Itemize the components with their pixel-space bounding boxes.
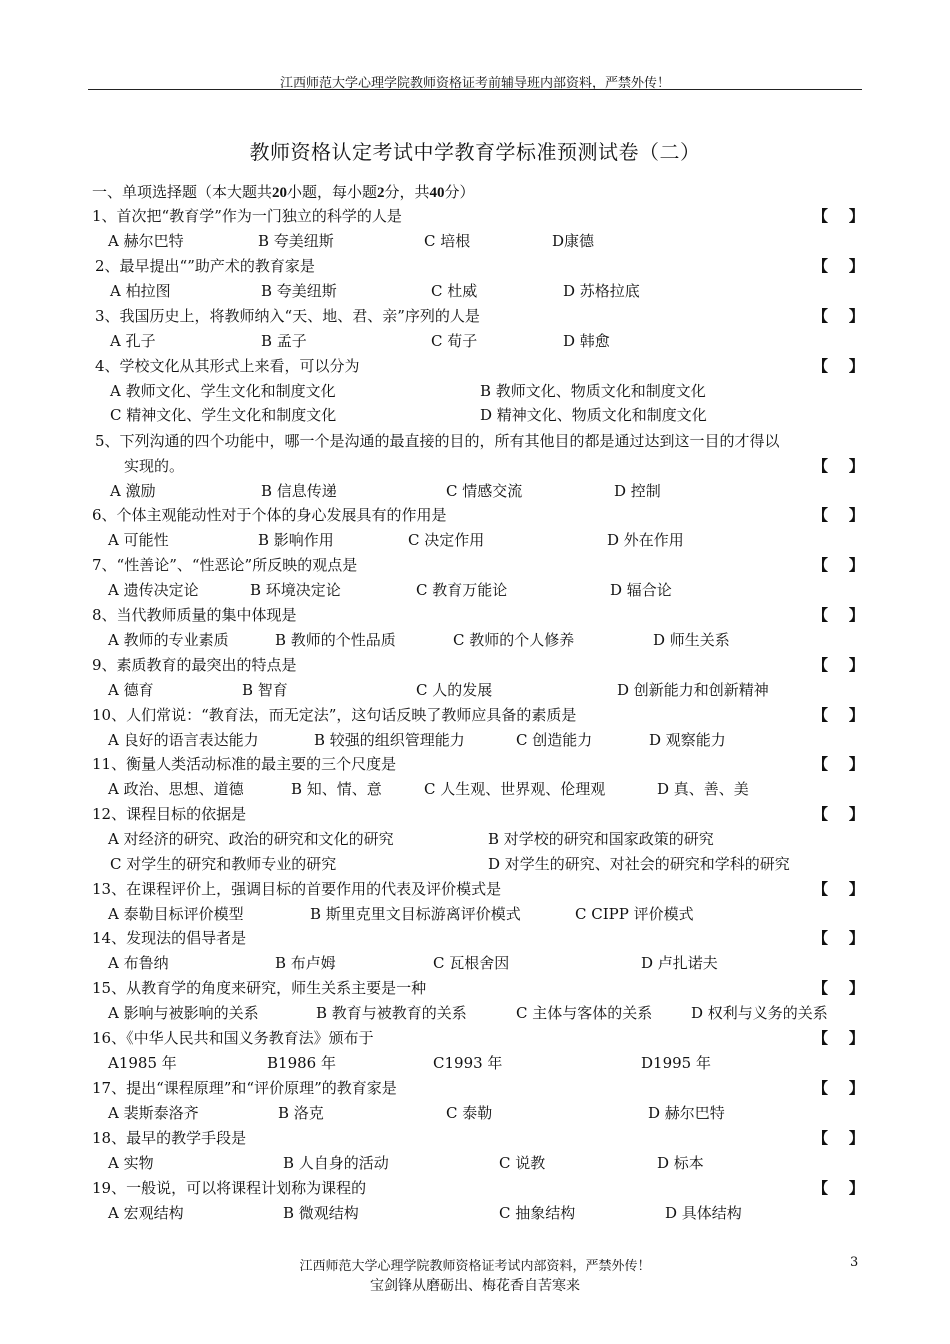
option-d: D 真、善、美 bbox=[657, 780, 749, 798]
option-b: B 对学校的研究和国家政策的研究 bbox=[488, 830, 714, 848]
option-d: D1995 年 bbox=[641, 1054, 711, 1072]
option-c: C 创造能力 bbox=[516, 731, 593, 749]
option-d: D 辐合论 bbox=[610, 581, 672, 599]
option-d: D 标本 bbox=[657, 1154, 704, 1172]
question-stem: 17、提出“课程原理”和“评价原理”的教育家是 bbox=[92, 1079, 397, 1097]
option-d: D 精神文化、物质文化和制度文化 bbox=[480, 406, 707, 424]
answer-bracket[interactable]: 【 】 bbox=[813, 506, 864, 524]
option-a: A 德育 bbox=[108, 681, 154, 699]
section-prefix: 一、单项选择题（本大题共 bbox=[92, 183, 273, 201]
option-b: B 信息传递 bbox=[261, 482, 337, 500]
question-stem: 6、个体主观能动性对于个体的身心发展具有的作用是 bbox=[92, 506, 447, 524]
answer-bracket[interactable]: 【 】 bbox=[813, 606, 864, 624]
answer-bracket[interactable]: 【 】 bbox=[813, 755, 864, 773]
option-c: C 精神文化、学生文化和制度文化 bbox=[110, 406, 337, 424]
answer-bracket[interactable]: 【 】 bbox=[813, 979, 864, 997]
question-stem: 13、在课程评价上，强调目标的首要作用的代表及评价模式是 bbox=[92, 880, 502, 898]
question-stem: 1、首次把“教育学”作为一门独立的科学的人是 bbox=[92, 207, 402, 225]
answer-bracket[interactable]: 【 】 bbox=[813, 656, 864, 674]
question-stem: 5、下列沟通的四个功能中，哪一个是沟通的最直接的目的，所有其他目的都是通过达到这一目的才得以 bbox=[95, 432, 780, 450]
answer-bracket[interactable]: 【 】 bbox=[813, 257, 864, 275]
option-a: A 实物 bbox=[108, 1154, 154, 1172]
page-number: 3 bbox=[850, 1255, 859, 1270]
option-b: B 人自身的活动 bbox=[283, 1154, 389, 1172]
option-a: A 裴斯泰洛齐 bbox=[108, 1104, 199, 1122]
option-a: A 教师的专业素质 bbox=[108, 631, 229, 649]
option-c: C 瓦根舍因 bbox=[433, 954, 510, 972]
option-a: A 教师文化、学生文化和制度文化 bbox=[110, 382, 336, 400]
option-c: C 主体与客体的关系 bbox=[516, 1004, 653, 1022]
option-a: A 政治、思想、道德 bbox=[108, 780, 244, 798]
question-stem: 12、课程目标的依据是 bbox=[92, 805, 247, 823]
option-d: D 控制 bbox=[614, 482, 661, 500]
question-stem: 7、“性善论”、“性恶论”所反映的观点是 bbox=[92, 556, 358, 574]
option-b: B 斯里克里文目标游离评价模式 bbox=[310, 905, 521, 923]
option-c: C 人的发展 bbox=[416, 681, 493, 699]
question-stem: 2、最早提出“”助产术的教育家是 bbox=[95, 257, 315, 275]
option-d: D 卢扎诺夫 bbox=[641, 954, 718, 972]
option-b: B 微观结构 bbox=[283, 1204, 359, 1222]
option-d: D 具体结构 bbox=[665, 1204, 742, 1222]
option-d: D 创新能力和创新精神 bbox=[617, 681, 769, 699]
option-b: B 夸美纽斯 bbox=[258, 232, 334, 250]
option-a: A 遗传决定论 bbox=[108, 581, 199, 599]
option-b: B 智育 bbox=[242, 681, 288, 699]
answer-bracket[interactable]: 【 】 bbox=[813, 457, 864, 475]
points-total: 40 bbox=[429, 185, 445, 201]
answer-bracket[interactable]: 【 】 bbox=[813, 556, 864, 574]
option-b: B 布卢姆 bbox=[275, 954, 336, 972]
option-c: C 抽象结构 bbox=[499, 1204, 576, 1222]
footer-motto: 宝剑锋从磨砺出、梅花香自苦寒来 bbox=[370, 1278, 580, 1294]
points-each: 2 bbox=[377, 185, 385, 201]
question-count: 20 bbox=[272, 185, 288, 201]
question-stem: 14、发现法的倡导者是 bbox=[92, 929, 247, 947]
option-c: C 荀子 bbox=[431, 332, 478, 350]
option-a: A 赫尔巴特 bbox=[108, 232, 184, 250]
option-a: A 柏拉图 bbox=[110, 282, 171, 300]
option-d: D 对学生的研究、对社会的研究和学科的研究 bbox=[488, 855, 790, 873]
option-b: B 洛克 bbox=[278, 1104, 324, 1122]
option-b: B 教育与被教育的关系 bbox=[316, 1004, 467, 1022]
option-c: C 对学生的研究和教师专业的研究 bbox=[110, 855, 337, 873]
option-a: A 可能性 bbox=[108, 531, 169, 549]
option-b: B 教师文化、物质文化和制度文化 bbox=[480, 382, 706, 400]
option-b: B 教师的个性品质 bbox=[275, 631, 396, 649]
section-mid1: 小题，每小题 bbox=[287, 183, 378, 201]
answer-bracket[interactable]: 【 】 bbox=[813, 880, 864, 898]
option-d: D 赫尔巴特 bbox=[648, 1104, 725, 1122]
answer-bracket[interactable]: 【 】 bbox=[813, 1179, 864, 1197]
option-d: D 外在作用 bbox=[607, 531, 684, 549]
question-stem: 15、从教育学的角度来研究，师生关系主要是一种 bbox=[92, 979, 427, 997]
option-d: D康德 bbox=[552, 232, 595, 250]
option-c: C1993 年 bbox=[433, 1054, 503, 1072]
option-a: A 宏观结构 bbox=[108, 1204, 184, 1222]
page-header: 江西师范大学心理学院教师资格证考前辅导班内部资料，严禁外传！ bbox=[279, 76, 670, 91]
option-b: B 知、情、意 bbox=[291, 780, 382, 798]
answer-bracket[interactable]: 【 】 bbox=[813, 1029, 864, 1047]
option-c: C 人生观、世界观、伦理观 bbox=[424, 780, 606, 798]
section-heading bbox=[92, 181, 475, 202]
option-c: C 培根 bbox=[424, 232, 471, 250]
option-a: A 孔子 bbox=[110, 332, 156, 350]
question-stem: 3、我国历史上，将教师纳入“天、地、君、亲”序列的人是 bbox=[95, 307, 480, 325]
section-mid2: 分，共 bbox=[384, 183, 430, 201]
question-stem-cont: 实现的。 bbox=[124, 457, 185, 475]
question-stem: 11、衡量人类活动标准的最主要的三个尺度是 bbox=[92, 755, 397, 773]
option-b: B 夸美纽斯 bbox=[261, 282, 337, 300]
option-d: D 苏格拉底 bbox=[563, 282, 640, 300]
answer-bracket[interactable]: 【 】 bbox=[813, 357, 864, 375]
question-stem: 8、当代教师质量的集中体现是 bbox=[92, 606, 297, 624]
answer-bracket[interactable]: 【 】 bbox=[813, 706, 864, 724]
answer-bracket[interactable]: 【 】 bbox=[813, 929, 864, 947]
footer-notice: 江西师范大学心理学院教师资格证考试内部资料，严禁外传！ bbox=[299, 1259, 651, 1274]
option-a: A1985 年 bbox=[108, 1054, 177, 1072]
option-a: A 泰勒目标评价模型 bbox=[108, 905, 244, 923]
option-b: B 孟子 bbox=[261, 332, 307, 350]
option-c: C 杜威 bbox=[431, 282, 478, 300]
exam-title: 教师资格认定考试中学教育学标准预测试卷（二） bbox=[249, 140, 701, 164]
answer-bracket[interactable]: 【 】 bbox=[813, 1079, 864, 1097]
header-rule bbox=[88, 89, 862, 90]
question-stem: 10、人们常说：“教育法，而无定法”，这句话反映了教师应具备的素质是 bbox=[92, 706, 577, 724]
option-d: D 韩愈 bbox=[563, 332, 610, 350]
question-stem: 9、素质教育的最突出的特点是 bbox=[92, 656, 297, 674]
option-a: A 布鲁纳 bbox=[108, 954, 169, 972]
question-stem: 18、最早的教学手段是 bbox=[92, 1129, 247, 1147]
option-c: C 情感交流 bbox=[446, 482, 523, 500]
option-c: C 教师的个人修养 bbox=[453, 631, 575, 649]
answer-bracket[interactable]: 【 】 bbox=[813, 307, 864, 325]
section-suffix: 分） bbox=[444, 183, 475, 201]
answer-bracket[interactable]: 【 】 bbox=[813, 1129, 864, 1147]
option-a: A 影响与被影响的关系 bbox=[108, 1004, 259, 1022]
option-b: B 环境决定论 bbox=[250, 581, 341, 599]
option-a: A 激励 bbox=[110, 482, 156, 500]
option-c: C 教育万能论 bbox=[416, 581, 508, 599]
option-c: C 泰勒 bbox=[446, 1104, 493, 1122]
question-stem: 19、一般说，可以将课程计划称为课程的 bbox=[92, 1179, 367, 1197]
option-d: D 观察能力 bbox=[649, 731, 726, 749]
question-stem: 4、学校文化从其形式上来看，可以分为 bbox=[95, 357, 360, 375]
option-c: C CIPP 评价模式 bbox=[575, 905, 694, 923]
option-d: D 权利与义务的关系 bbox=[691, 1004, 828, 1022]
option-c: C 说教 bbox=[499, 1154, 546, 1172]
answer-bracket[interactable]: 【 】 bbox=[813, 805, 864, 823]
option-c: C 决定作用 bbox=[408, 531, 485, 549]
question-stem: 16、《中华人民共和国义务教育法》颁布于 bbox=[92, 1029, 374, 1047]
option-b: B 影响作用 bbox=[258, 531, 334, 549]
option-b: B1986 年 bbox=[267, 1054, 336, 1072]
option-a: A 对经济的研究、政治的研究和文化的研究 bbox=[108, 830, 394, 848]
option-d: D 师生关系 bbox=[653, 631, 730, 649]
answer-bracket[interactable]: 【 】 bbox=[813, 207, 864, 225]
option-a: A 良好的语言表达能力 bbox=[108, 731, 259, 749]
option-b: B 较强的组织管理能力 bbox=[314, 731, 465, 749]
